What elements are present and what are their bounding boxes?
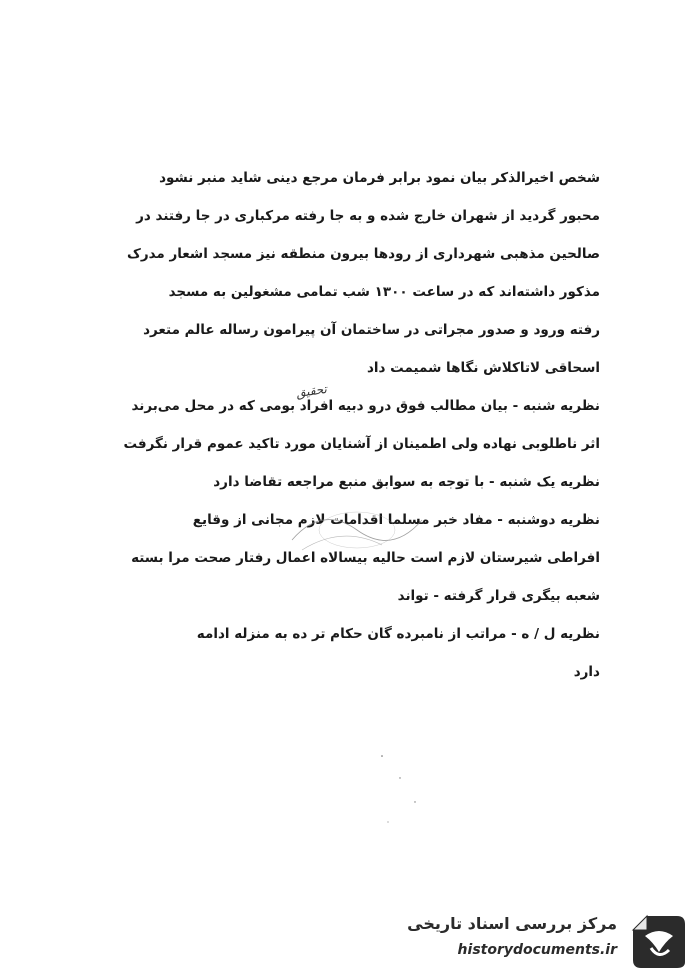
text-line: نظریه یک شنبه - با توجه به سوابق منبع مراجعه تقاضا دارد	[213, 474, 600, 490]
text-line: مذکور داشته‌اند که در ساعت ۱۳۰۰ شب تمامی مشغولین به مسجد	[168, 284, 600, 300]
text-line: دارد	[573, 664, 600, 680]
paragraph-report	[88, 168, 600, 378]
text-line: رفته ورود و صدور مجراتی در ساختمان آن پیرامون رساله عالم متعرد	[143, 322, 600, 338]
text-line: اثر ناطلوبی نهاده ولی اطمینان از آشنایان مورد تاکید عموم قرار نگرفت	[123, 436, 600, 452]
text-line: نظریه شنبه - بیان مطالب فوق درو دبیه افراد بومی که در محل می‌برند	[131, 398, 600, 414]
text-line: نظریه ل / ه - مراتب از نامبرده گان حکام تر ده به منزله ادامه	[196, 626, 600, 642]
document-archive-icon	[627, 912, 691, 970]
handwritten-note: تحقیق	[295, 381, 328, 401]
text-line: افراطی شیرستان لازم است حالیه بیسالاه اعمال رفتار صحت مرا بسته	[131, 550, 600, 566]
text-line: صالحین مذهبی شهرداری از رودها بیرون منطقه نیز مسجد اشعار مدرک	[127, 246, 600, 262]
text-line: نظریه دوشنبه - مفاد خبر مسلما اقدامات لازم مجانی از وقایع	[192, 512, 600, 528]
text-line: شخص اخیرالذکر بیان نمود برابر فرمان مرجع دینی شاید منبر نشود	[159, 170, 600, 186]
paragraph-opinion-1	[88, 396, 600, 492]
watermark-title: مرکز بررسی اسناد تاریخی	[407, 914, 617, 933]
text-line: اسحاقی لاتاکلاش نگاها شمیمت داد	[366, 360, 600, 376]
text-line: محبور گردید از شهران خارج شده و به جا رفته مرکباری در جا رفتند در	[136, 208, 600, 224]
scan-specks	[370, 750, 430, 830]
watermark-url: historydocuments.ir	[457, 942, 617, 958]
watermark	[400, 910, 695, 972]
document-body	[88, 168, 600, 700]
faint-stamp-mark	[282, 500, 432, 560]
paragraph-opinion-3	[88, 624, 600, 682]
text-line: شعبه بیگری قرار گرفته - تواند	[397, 588, 600, 604]
